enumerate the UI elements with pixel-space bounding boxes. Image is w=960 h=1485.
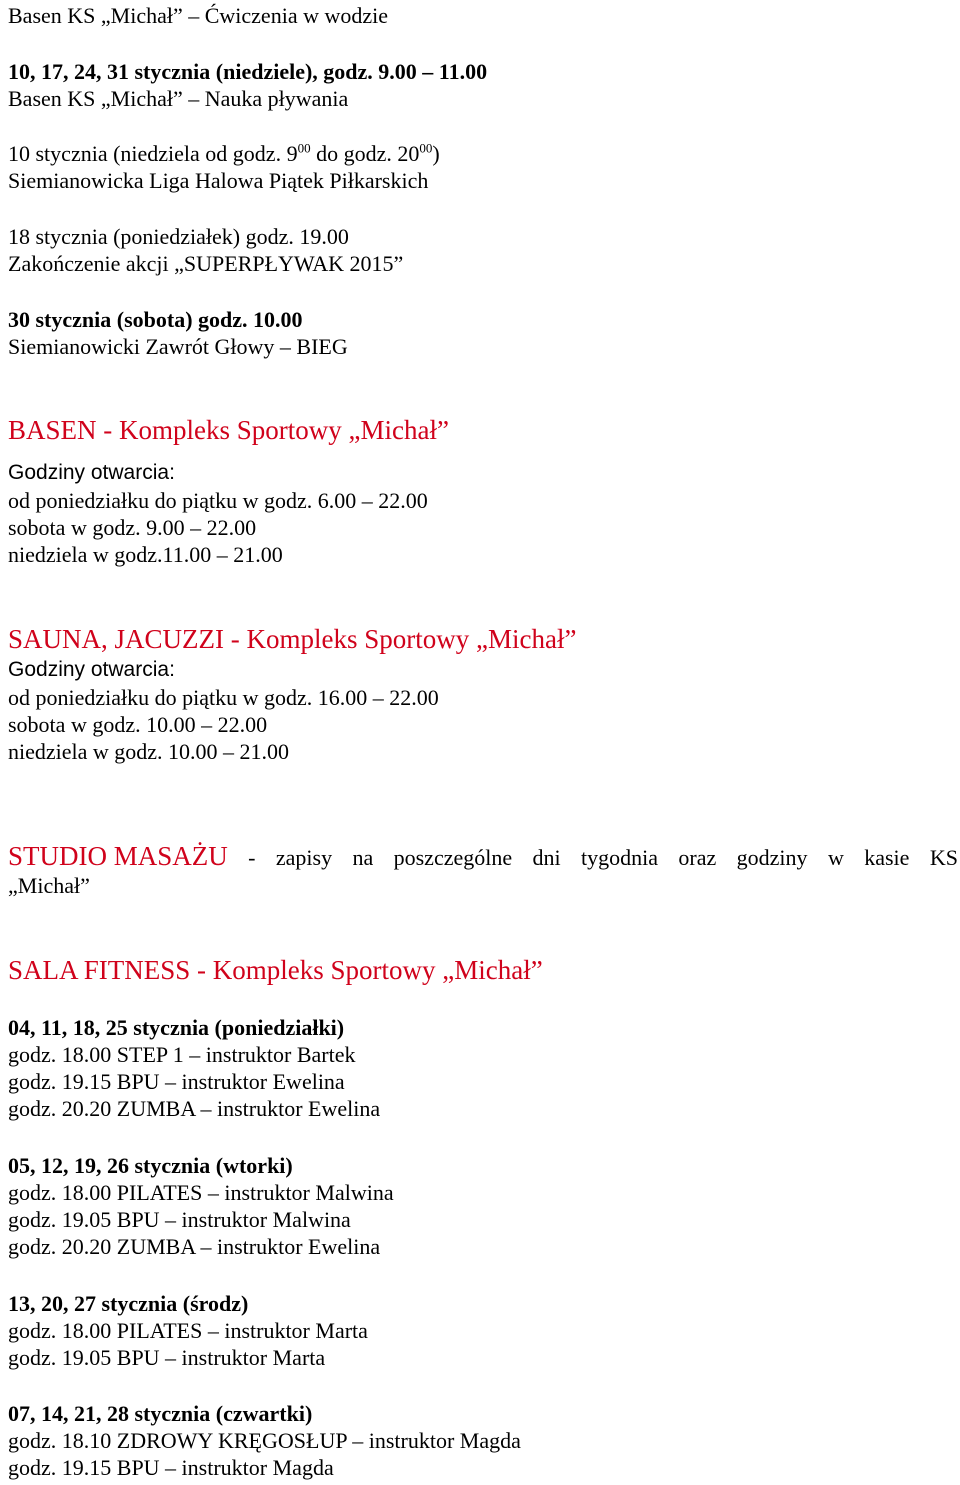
- basen-sunday: niedziela w godz.11.00 – 21.00: [8, 542, 283, 567]
- sauna-weekdays: od poniedziałku do piątku w godz. 16.00 – 22.00: [8, 685, 439, 710]
- massage-word: zapisy: [275, 845, 333, 870]
- massage-line: [8, 840, 958, 874]
- massage-word: dni: [532, 845, 561, 870]
- fitness-class: godz. 20.20 ZUMBA – instruktor Ewelina: [8, 1234, 381, 1259]
- date-superscript: 00: [419, 140, 433, 156]
- event-date: 18 stycznia (poniedziałek) godz. 19.00: [8, 224, 349, 249]
- massage-word: godziny: [736, 845, 808, 870]
- massage-word: oraz: [678, 845, 717, 870]
- fitness-class: godz. 18.00 PILATES – instruktor Marta: [8, 1318, 368, 1343]
- sauna-hours-label: Godziny otwarcia:: [8, 658, 175, 681]
- massage-heading: STUDIO MASAŻU: [8, 841, 228, 871]
- massage-word: tygodnia: [581, 845, 659, 870]
- event-title: Siemianowicka Liga Halowa Piątek Piłkarskich: [8, 168, 429, 193]
- fitness-day-date: 07, 14, 21, 28 stycznia (czwartki): [8, 1401, 313, 1426]
- sauna-sunday: niedziela w godz. 10.00 – 21.00: [8, 739, 290, 764]
- event-title: Siemianowicki Zawrót Głowy – BIEG: [8, 334, 348, 359]
- event-date: [8, 140, 440, 168]
- event-date: 10, 17, 24, 31 stycznia (niedziele), godz. 9.00 – 11.00: [8, 59, 488, 84]
- massage-word: w: [827, 845, 844, 870]
- fitness-class: godz. 18.10 ZDROWY KRĘGOSŁUP – instruktor Magda: [8, 1428, 521, 1453]
- date-text: do godz. 20: [310, 141, 420, 166]
- massage-word: na: [352, 845, 374, 870]
- fitness-class: godz. 19.15 BPU – instruktor Magda: [8, 1455, 334, 1480]
- fitness-class: godz. 18.00 STEP 1 – instruktor Bartek: [8, 1042, 356, 1067]
- sauna-saturday: sobota w godz. 10.00 – 22.00: [8, 712, 268, 737]
- event-title: Basen KS „Michał” – Nauka pływania: [8, 86, 349, 111]
- fitness-class: godz. 19.05 BPU – instruktor Marta: [8, 1345, 326, 1370]
- date-text: 10 stycznia (niedziela od godz. 9: [8, 141, 298, 166]
- fitness-class: godz. 20.20 ZUMBA – instruktor Ewelina: [8, 1096, 381, 1121]
- fitness-day-date: 13, 20, 27 stycznia (środz): [8, 1291, 249, 1316]
- sauna-heading: SAUNA, JACUZZI - Kompleks Sportowy „Michał”: [8, 624, 577, 654]
- massage-word: -: [248, 845, 256, 870]
- event-title: Zakończenie akcji „SUPERPŁYWAK 2015”: [8, 251, 404, 276]
- fitness-class: godz. 18.00 PILATES – instruktor Malwina: [8, 1180, 394, 1205]
- massage-line-2: „Michał”: [8, 873, 90, 898]
- massage-word: KS: [929, 845, 958, 870]
- massage-word: kasie: [864, 845, 910, 870]
- date-superscript: 00: [297, 140, 311, 156]
- fitness-day-date: 05, 12, 19, 26 stycznia (wtorki): [8, 1153, 293, 1178]
- basen-weekdays: od poniedziałku do piątku w godz. 6.00 – 22.00: [8, 488, 428, 513]
- date-text: ): [432, 141, 440, 166]
- basen-heading: BASEN - Kompleks Sportowy „Michał”: [8, 415, 449, 445]
- fitness-heading: SALA FITNESS - Kompleks Sportowy „Michał”: [8, 955, 543, 985]
- basen-hours-label: Godziny otwarcia:: [8, 461, 175, 484]
- massage-word: poszczególne: [393, 845, 513, 870]
- fitness-class: godz. 19.15 BPU – instruktor Ewelina: [8, 1069, 345, 1094]
- event-date: 30 stycznia (sobota) godz. 10.00: [8, 307, 303, 332]
- event-title: Basen KS „Michał” – Ćwiczenia w wodzie: [8, 3, 388, 28]
- basen-saturday: sobota w godz. 9.00 – 22.00: [8, 515, 257, 540]
- fitness-class: godz. 19.05 BPU – instruktor Malwina: [8, 1207, 351, 1232]
- fitness-day-date: 04, 11, 18, 25 stycznia (poniedziałki): [8, 1015, 345, 1040]
